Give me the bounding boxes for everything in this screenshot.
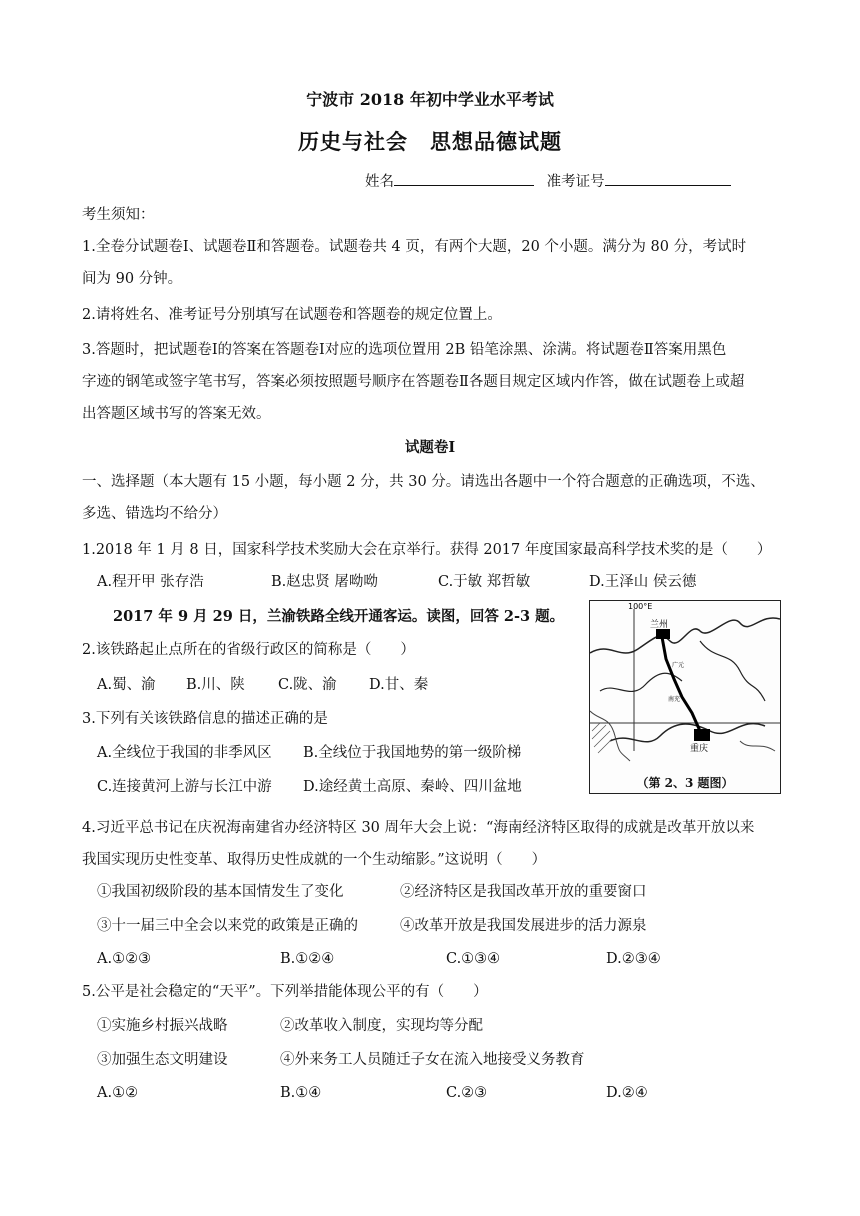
q5-option-c: C.②③ <box>446 1085 488 1101</box>
lanzhou-label: 兰州 <box>650 620 669 630</box>
q5-statement-4: ④外来务工人员随迁子女在流入地接受义务教育 <box>280 1052 585 1068</box>
boundary-line-west <box>600 673 682 691</box>
q3-option-d: D.途经黄土高原、秦岭、四川盆地 <box>303 779 522 795</box>
exam-title: 宁波市 2018 年初中学业水平考试 <box>306 90 554 109</box>
q2-option-d: D.甘、秦 <box>369 677 429 693</box>
q4-statement-4: ④改革开放是我国发展进步的活力源泉 <box>400 918 647 934</box>
q4-option-a: A.①②③ <box>97 951 152 967</box>
q3-option-a: A.全线位于我国的非季风区 <box>97 745 272 761</box>
q5-statement-2: ②改革收入制度，实现均等分配 <box>280 1018 483 1034</box>
boundary-line-north <box>590 618 780 653</box>
q4-statement-1: ①我国初级阶段的基本国情发生了变化 <box>97 884 344 900</box>
q3-stem: 3.下列有关该铁路信息的描述正确的是 <box>82 711 328 727</box>
q3-option-c: C.连接黄河上游与长江中游 <box>97 779 272 795</box>
q3-option-b: B.全线位于我国地势的第一级阶梯 <box>303 745 522 761</box>
hatch-area <box>592 723 612 753</box>
q2-option-c: C.陇、渝 <box>278 677 337 693</box>
q1-option-a: A.程开甲 张存浩 <box>97 574 204 590</box>
section-instructions-1: 一、选择题（本大题有 15 小题，每小题 2 分，共 30 分。请选出各题中一个符合题意的正确选项，不选、 <box>82 474 765 490</box>
name-label: 姓名 <box>365 174 394 190</box>
section-title: 试题卷Ⅰ <box>404 439 456 456</box>
q4-stem-2: 我国实现历史性变革、取得历史性成就的一个生动缩影。”这说明（ ） <box>82 852 547 868</box>
notice-line-1: 1.全卷分试题卷Ⅰ、试题卷Ⅱ和答题卷。试题卷共 4 页，有两个大题，20 个小题。满分为 80 分，考试时 <box>82 239 747 255</box>
boundary-line-southwest <box>590 711 630 761</box>
boundary-line-east <box>700 641 765 701</box>
q1-option-d: D.王泽山 侯云德 <box>589 574 697 590</box>
chongqing-label: 重庆 <box>690 744 709 754</box>
q4-option-d: D.②③④ <box>606 951 661 967</box>
longitude-label: 100°E <box>628 602 653 611</box>
q4-statement-3: ③十一届三中全会以来党的政策是正确的 <box>97 918 358 934</box>
q4-stem-1: 4.习近平总书记在庆祝海南建省办经济特区 30 周年大会上说：“海南经济特区取得的成就是改革开放以来 <box>82 820 755 836</box>
exam-subject: 历史与社会 思想品德试题 <box>298 129 562 154</box>
q4-option-c: C.①③④ <box>446 951 501 967</box>
notice-line-2: 间为 90 分钟。 <box>82 271 183 287</box>
notice-heading: 考生须知： <box>82 207 155 223</box>
lanyu-railway <box>662 637 700 731</box>
name-blank <box>394 170 534 186</box>
q5-option-d: D.②④ <box>606 1085 648 1101</box>
q4-statement-2: ②经济特区是我国改革开放的重要窗口 <box>400 884 647 900</box>
candidate-info <box>365 170 731 192</box>
notice-line-3: 2.请将姓名、准考证号分别填写在试题卷和答题卷的规定位置上。 <box>82 307 502 323</box>
q4-option-b: B.①②④ <box>280 951 335 967</box>
q2-option-a: A.蜀、渝 <box>97 677 156 693</box>
q1-stem: 1.2018 年 1 月 8 日，国家科学技术奖励大会在京举行。获得 2017 年度国家最高科学技术奖的是（ ） <box>82 542 772 558</box>
guangyuan-label: 广元 <box>672 662 685 669</box>
boundary-line-southeast <box>740 741 775 751</box>
railway-map <box>589 600 781 794</box>
chongqing-marker <box>694 729 710 741</box>
id-label: 准考证号 <box>546 174 605 190</box>
lanzhou-marker <box>656 629 670 639</box>
notice-line-4: 3.答题时，把试题卷Ⅰ的答案在答题卷Ⅰ对应的选项位置用 2B 铅笔涂黑、涂满。将试题卷Ⅱ答案用黑色 <box>82 342 727 358</box>
map-caption: （第 2、3 题图） <box>636 776 734 790</box>
q1-option-b: B.赵忠贤 屠呦呦 <box>271 574 378 590</box>
river-yangtze <box>610 724 765 742</box>
notice-line-6: 出答题区域书写的答案无效。 <box>82 406 271 422</box>
section-instructions-2: 多选、错选均不给分） <box>82 506 227 522</box>
q5-option-a: A.①② <box>97 1085 139 1101</box>
q2-stem: 2.该铁路起止点所在的省级行政区的简称是（ ） <box>82 642 415 658</box>
q2-option-b: B.川、陕 <box>186 677 245 693</box>
q5-option-b: B.①④ <box>280 1085 322 1101</box>
q5-stem: 5.公平是社会稳定的“天平”。下列举措能体现公平的有（ ） <box>82 984 488 1000</box>
id-blank <box>605 170 731 186</box>
q1-option-c: C.于敏 郑哲敏 <box>438 574 531 590</box>
nanchong-label: 南充 <box>668 696 681 703</box>
material-2-3: 2017 年 9 月 29 日，兰渝铁路全线开通客运。读图，回答 2-3 题。 <box>113 608 565 625</box>
q5-statement-1: ①实施乡村振兴战略 <box>97 1018 228 1034</box>
notice-line-5: 字迹的钢笔或签字笔书写，答案必须按照题号顺序在答题卷Ⅱ各题目规定区域内作答，做在试题卷上或超 <box>82 374 745 390</box>
railway-map-drawing <box>590 601 780 773</box>
q5-statement-3: ③加强生态文明建设 <box>97 1052 228 1068</box>
